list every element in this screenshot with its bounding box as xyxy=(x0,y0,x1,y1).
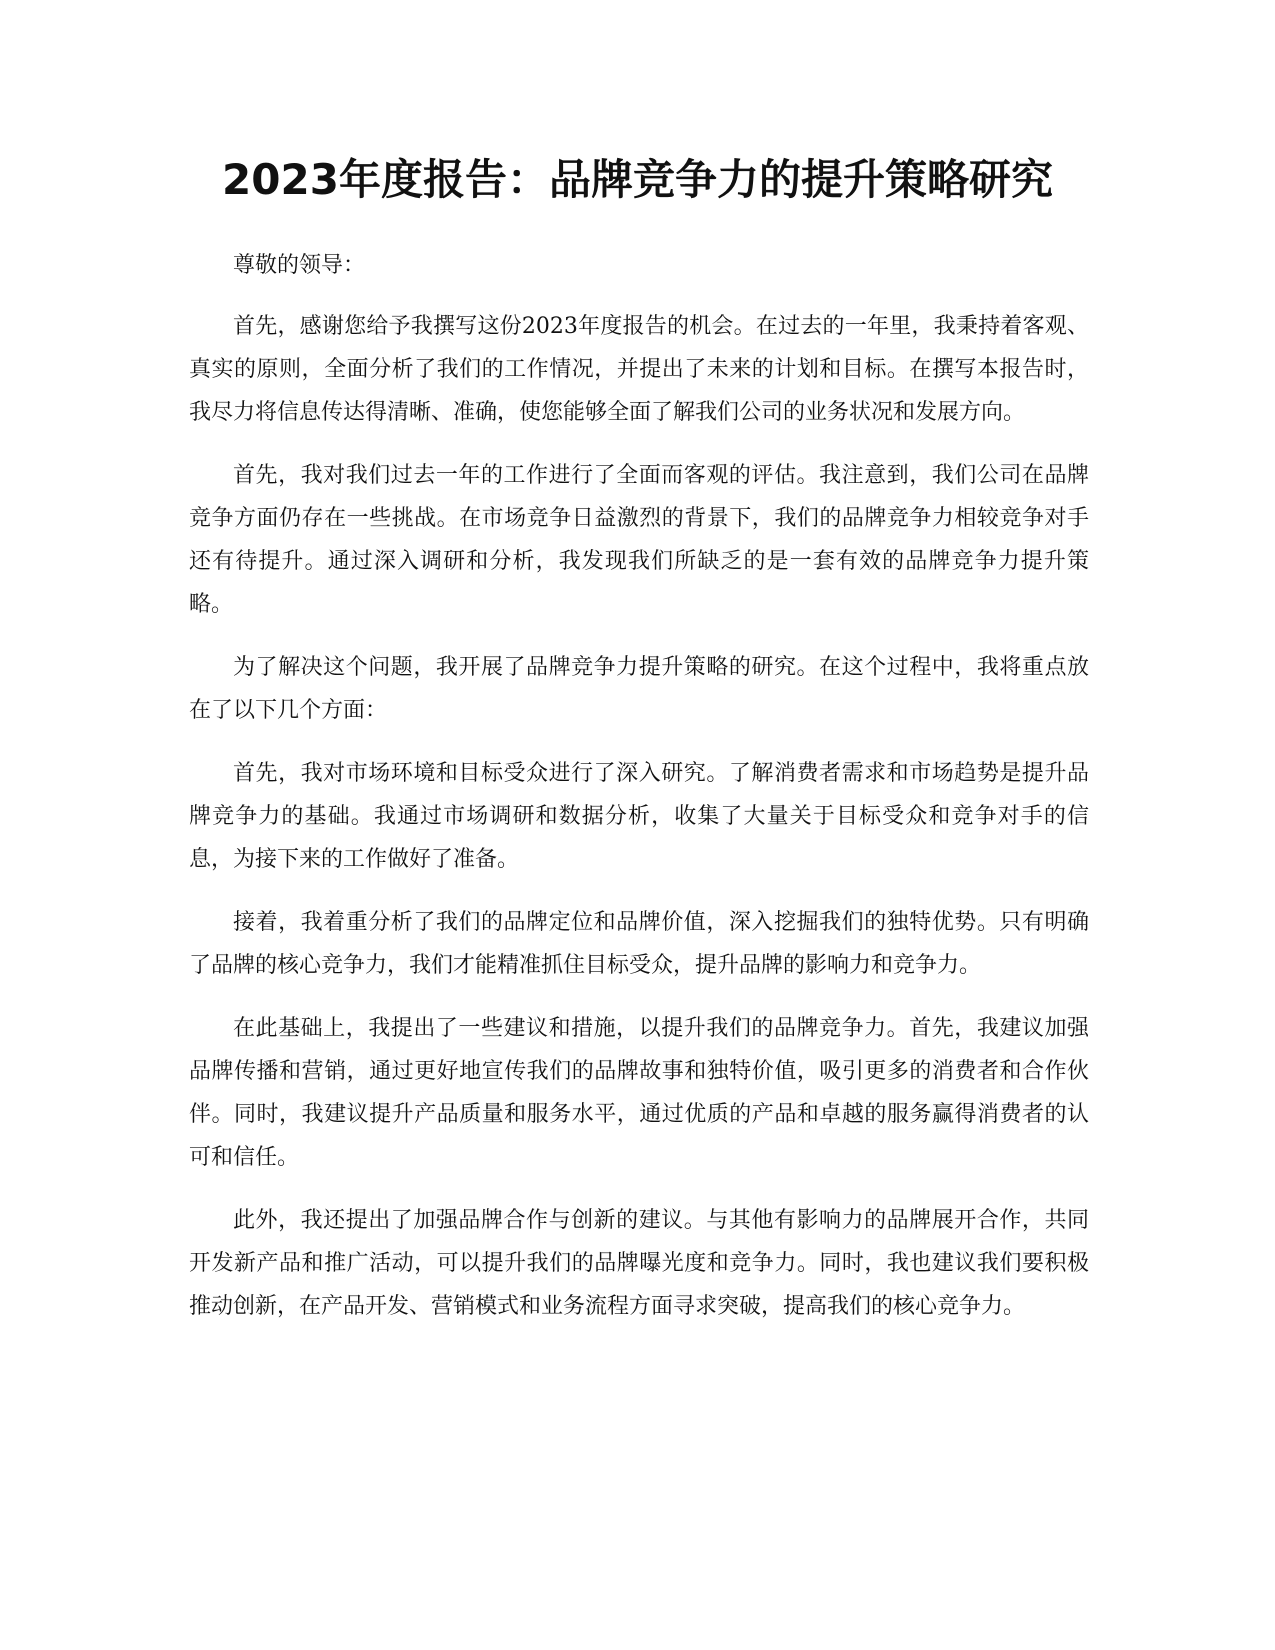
paragraph-6: 在此基础上，我提出了一些建议和措施，以提升我们的品牌竞争力。首先，我建议加强品牌传播和营销，通过更好地宣传我们的品牌故事和独特价值，吸引更多的消费者和合作伙伴。同时，我建议提升产品质量和服务水平，通过优质的产品和卓越的服务赢得消费者的认可和信任。 xyxy=(189,1016,1089,1170)
paragraph-1: 首先，感谢您给予我撰写这份2023年度报告的机会。在过去的一年里，我秉持着客观、真实的原则，全面分析了我们的工作情况，并提出了未来的计划和目标。在撰写本报告时，我尽力将信息传达得清晰、准确，使您能够全面了解我们公司的业务状况和发展方向。 xyxy=(189,314,1089,425)
paragraph-5: 接着，我着重分析了我们的品牌定位和品牌价值，深入挖掘我们的独特优势。只有明确了品牌的核心竞争力，我们才能精准抓住目标受众，提升品牌的影响力和竞争力。 xyxy=(189,910,1089,978)
paragraph-2: 首先，我对我们过去一年的工作进行了全面而客观的评估。我注意到，我们公司在品牌竞争方面仍存在一些挑战。在市场竞争日益激烈的背景下，我们的品牌竞争力相较竞争对手还有待提升。通过深入调研和分析，我发现我们所缺乏的是一套有效的品牌竞争力提升策略。 xyxy=(189,463,1089,617)
document-title: 2023年度报告：品牌竞争力的提升策略研究 xyxy=(222,155,1053,204)
paragraph-4: 首先，我对市场环境和目标受众进行了深入研究。了解消费者需求和市场趋势是提升品牌竞争力的基础。我通过市场调研和数据分析，收集了大量关于目标受众和竞争对手的信息，为接下来的工作做好了准备。 xyxy=(189,761,1089,872)
paragraph-3: 为了解决这个问题，我开展了品牌竞争力提升策略的研究。在这个过程中，我将重点放在了以下几个方面： xyxy=(189,655,1089,723)
salutation: 尊敬的领导： xyxy=(233,253,366,278)
document-body xyxy=(189,244,1089,1348)
paragraph-7: 此外，我还提出了加强品牌合作与创新的建议。与其他有影响力的品牌展开合作，共同开发新产品和推广活动，可以提升我们的品牌曝光度和竞争力。同时，我也建议我们要积极推动创新，在产品开发、营销模式和业务流程方面寻求突破，提高我们的核心竞争力。 xyxy=(189,1208,1089,1319)
